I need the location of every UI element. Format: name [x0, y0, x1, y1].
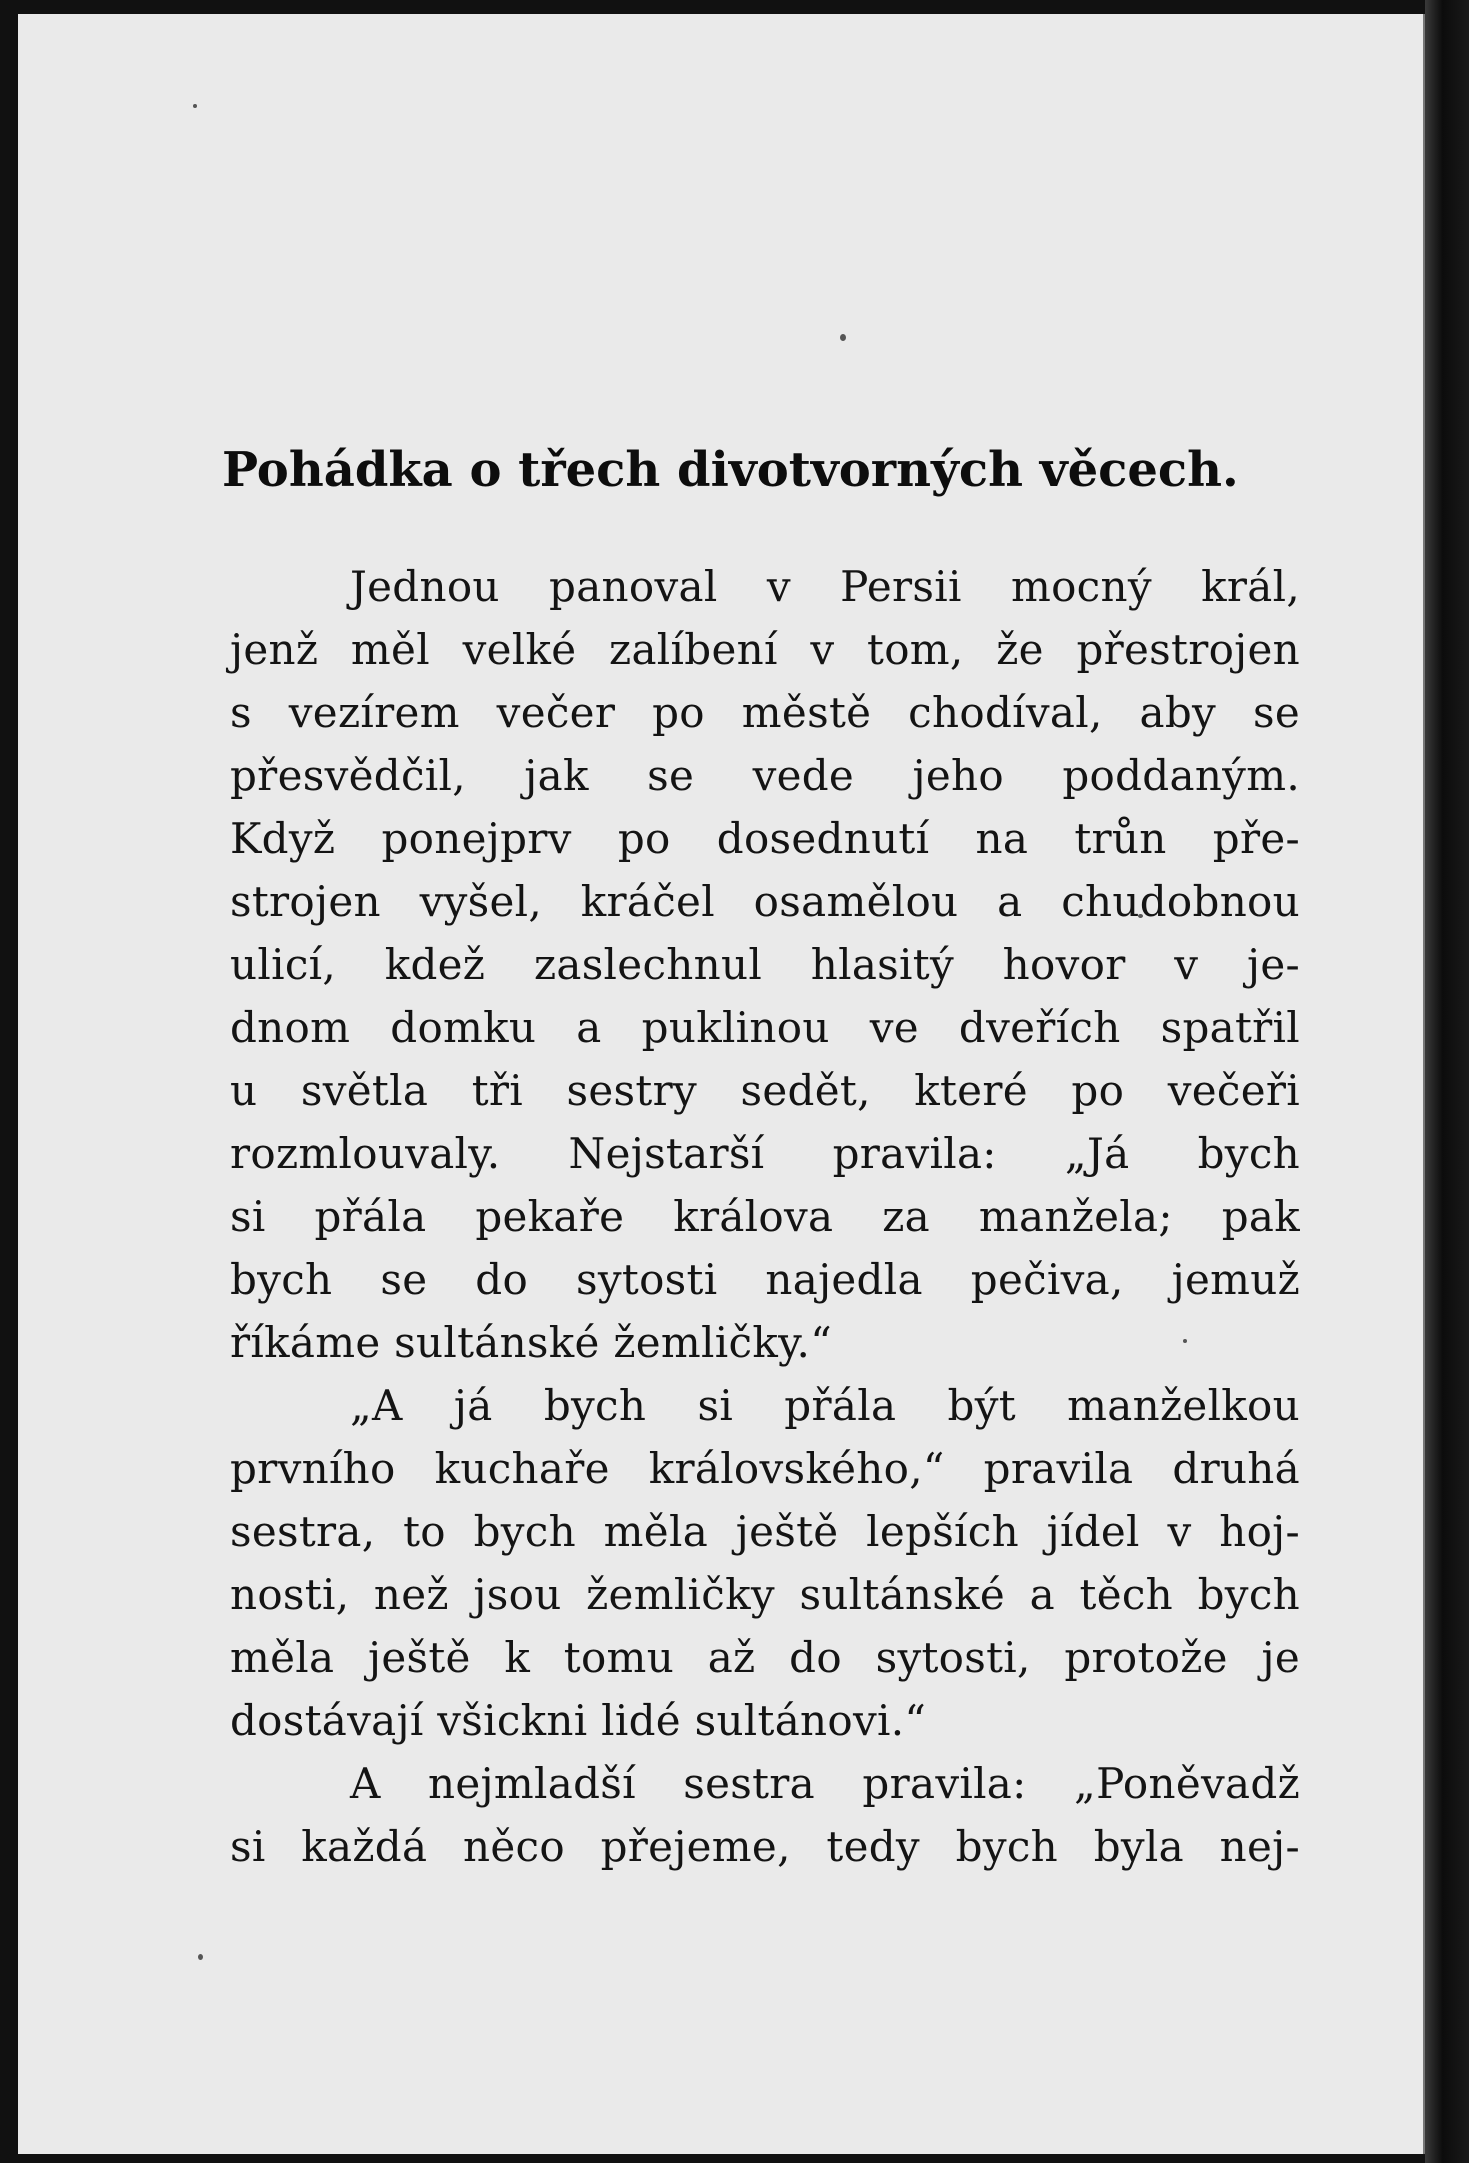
text-line: Když ponejprv po dosednutí na trůn pře-: [230, 814, 1300, 863]
text-line: měla ještě k tomu až do sytosti, protože je: [230, 1633, 1300, 1682]
text-line: rozmlouvaly. Nejstarší pravila: „Já bych: [230, 1129, 1300, 1178]
text-line: jenž měl velké zalíbení v tom, že přestrojen: [230, 625, 1300, 674]
page-title: Pohádka o třech divotvorných věcech.: [222, 442, 1239, 498]
text-line: ulicí, kdež zaslechnul hlasitý hovor v je-: [230, 940, 1300, 989]
text-line: bych se do sytosti najedla pečiva, jemuž: [230, 1255, 1300, 1304]
body-text: [230, 555, 1300, 1878]
text-line: prvního kuchaře královského,“ pravila druhá: [230, 1444, 1300, 1493]
text-line: strojen vyšel, kráčel osamělou a chudobnou: [230, 877, 1300, 926]
paragraph: [230, 1374, 1300, 1752]
text-line: nosti, než jsou žemličky sultánské a těch bych: [230, 1570, 1300, 1619]
text-line: dostávají všicknі lidé sultánovi.“: [230, 1696, 927, 1745]
text-line: „A já bych si přála být manželkou: [350, 1381, 1300, 1430]
ink-speck: [193, 104, 197, 108]
book-binding-edge: [1425, 0, 1469, 2163]
paragraph: [230, 555, 1300, 1374]
text-line: si přála pekaře králova za manžela; pak: [230, 1192, 1300, 1241]
text-line: říkáme sultánské žemličky.“: [230, 1318, 832, 1367]
text-line: A nejmladší sestra pravila: „Poněvadž: [350, 1759, 1300, 1808]
text-line: dnom domku a puklinou ve dveřích spatřil: [230, 1003, 1300, 1052]
ink-speck: [840, 334, 846, 341]
paragraph: [230, 1752, 1300, 1878]
text-line: sestra, to bych měla ještě lepších jídel v hoj-: [230, 1507, 1300, 1556]
ink-speck: [198, 1954, 203, 1960]
text-line: u světla tři sestry sedět, které po večeři: [230, 1066, 1300, 1115]
text-line: s vezírem večer po městě chodíval, aby se: [230, 688, 1300, 737]
text-line: přesvědčil, jak se vede jeho poddaným.: [230, 751, 1300, 800]
text-line: si každá něco přejeme, tedy bych byla nej-: [230, 1822, 1300, 1871]
text-line: Jednou panoval v Persii mocný král,: [350, 562, 1300, 611]
